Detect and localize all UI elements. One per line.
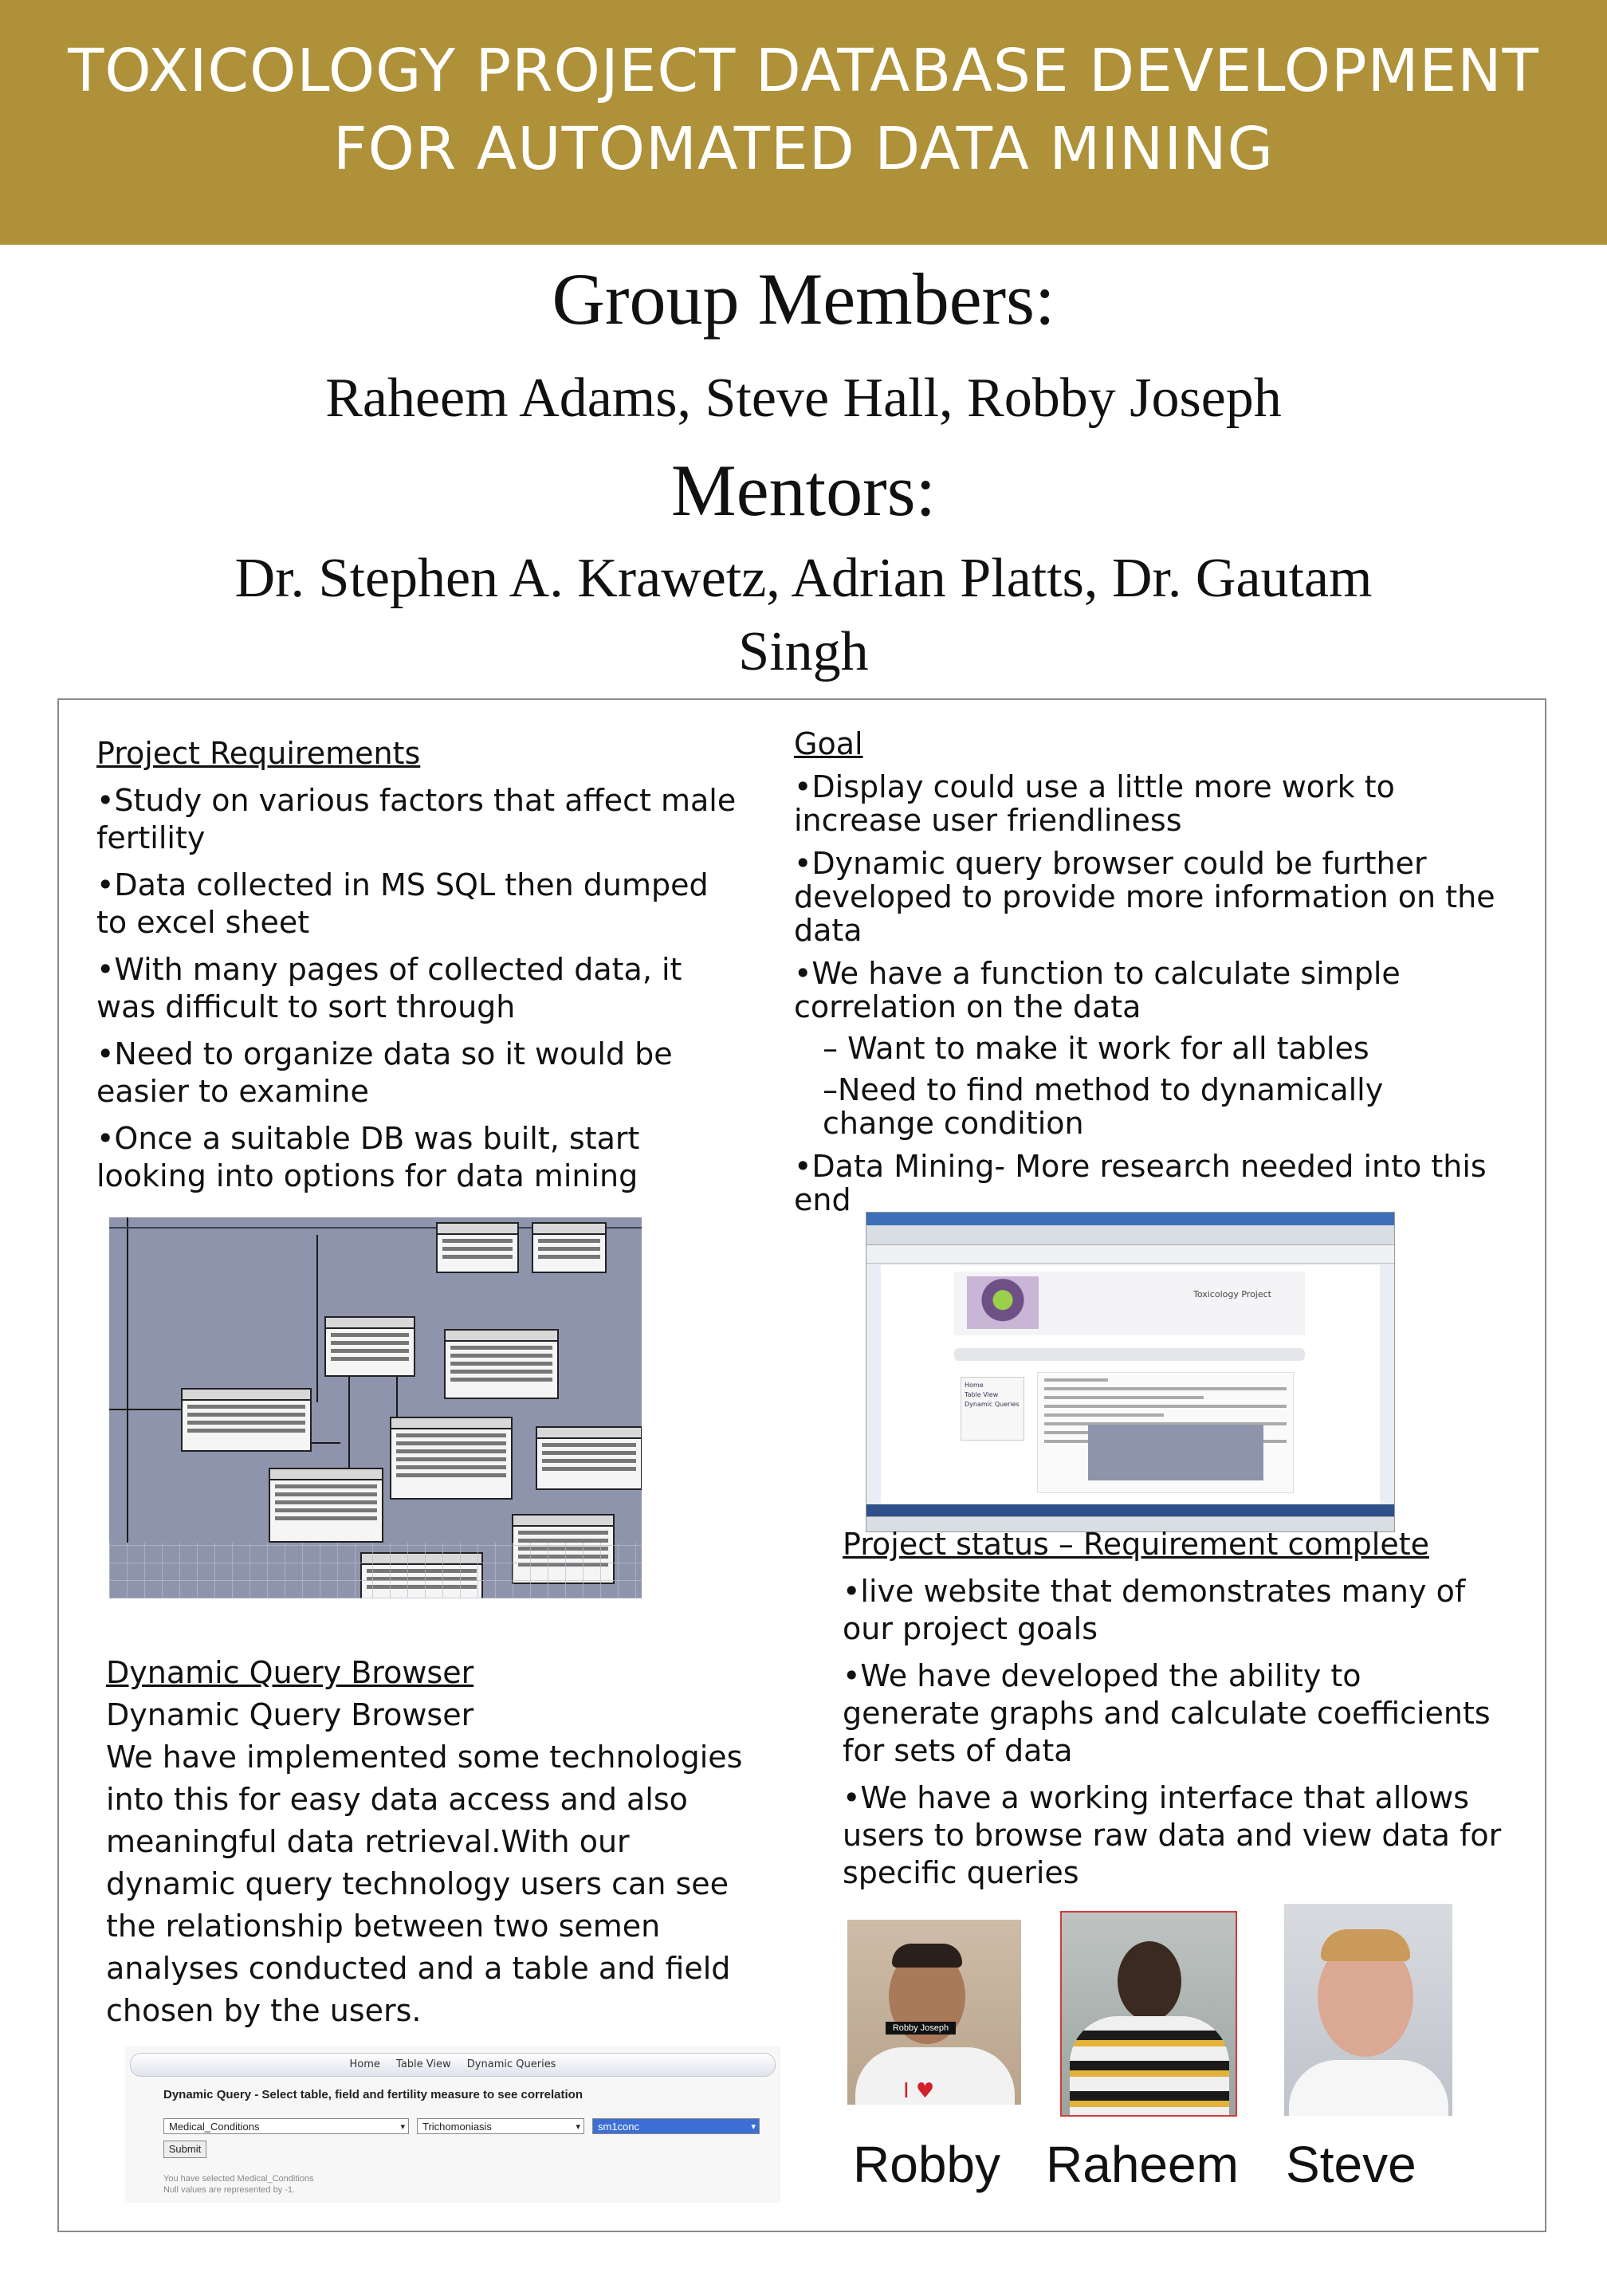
requirement-item: •Study on various factors that affect male fertility bbox=[96, 783, 737, 855]
group-members-heading: Group Members: bbox=[552, 258, 1055, 340]
dqb-title: Dynamic Query Browser bbox=[106, 1655, 474, 1690]
goal-subitem: –Need to find method to dynamically change condition bbox=[823, 1072, 1384, 1141]
dqb-subtitle: Dynamic Query Browser bbox=[106, 1697, 474, 1732]
requirement-item: •With many pages of collected data, it was difficult to sort through bbox=[96, 952, 682, 1024]
caption-robby: Robby bbox=[853, 2136, 1000, 2193]
side-menu-item: Table View bbox=[965, 1391, 999, 1398]
status-item: •We have developed the ability to generate graphs and calculate coefficients for sets of data bbox=[843, 1658, 1491, 1768]
dq-measure-select: sm1conc ▾ bbox=[592, 2118, 760, 2134]
mentors-heading: Mentors: bbox=[670, 450, 937, 531]
dq-navbar bbox=[130, 2053, 776, 2077]
goal-item: •Data Mining- More research needed into this end bbox=[794, 1149, 1487, 1217]
side-menu-item: Home bbox=[965, 1382, 984, 1389]
dq-submit-button: Submit bbox=[163, 2141, 206, 2158]
photo-robby bbox=[847, 1920, 1021, 2105]
erd-table bbox=[444, 1329, 559, 1399]
erd-table bbox=[324, 1316, 415, 1377]
side-menu-item: Dynamic Queries bbox=[965, 1401, 1020, 1408]
goal-subitem: – Want to make it work for all tables bbox=[823, 1031, 1369, 1066]
requirement-item: •Data collected in MS SQL then dumped to excel sheet bbox=[96, 867, 709, 940]
goal-section bbox=[794, 727, 1503, 1217]
dqb-section bbox=[106, 1652, 760, 2032]
requirement-item: •Once a suitable DB was built, start looking into options for data mining bbox=[96, 1121, 640, 1193]
mentor-names bbox=[0, 542, 1607, 689]
group-member-names: Raheem Adams, Steve Hall, Robby Joseph bbox=[325, 368, 1282, 429]
project-logo bbox=[967, 1276, 1039, 1329]
website-side-menu bbox=[961, 1377, 1024, 1441]
erd-table bbox=[181, 1388, 312, 1452]
goal-item: •Display could use a little more work to increase user friendliness bbox=[794, 769, 1395, 838]
heart-icon: I ♥ bbox=[903, 2079, 935, 2103]
dq-table-select: Medical_Conditions ▾ bbox=[163, 2118, 409, 2134]
goal-item: •Dynamic query browser could be further developed to provide more information on the data bbox=[794, 846, 1495, 948]
requirements-section bbox=[96, 735, 742, 1195]
erd-table bbox=[390, 1417, 513, 1500]
erd-table bbox=[269, 1468, 383, 1543]
status-title: Project status – Requirement complete bbox=[843, 1527, 1429, 1562]
dq-nav-dynamic-queries: Dynamic Queries bbox=[466, 2058, 556, 2070]
dq-nav-table-view: Table View bbox=[396, 2058, 451, 2070]
requirements-title: Project Requirements bbox=[96, 736, 421, 771]
title-banner bbox=[0, 0, 1607, 245]
dq-note-null: Null values are represented by -1. bbox=[163, 2185, 296, 2195]
database-schema-diagram bbox=[109, 1217, 642, 1598]
photo-steve bbox=[1284, 1904, 1452, 2116]
dynamic-query-screenshot bbox=[125, 2046, 780, 2203]
dq-nav-home: Home bbox=[349, 2058, 380, 2070]
dqb-body: We have implemented some technologies into this for easy data access and also meaningful data retrieval.With our dynamic query technology users can see the relationship between two semen analyses conducted and a table and field chosen by the users. bbox=[106, 1740, 743, 2028]
dq-note-selected: You have selected Medical_Conditions bbox=[163, 2174, 314, 2184]
title-line-2: FOR AUTOMATED DATA MINING bbox=[333, 115, 1274, 183]
dq-field-select: Trichomoniasis ▾ bbox=[417, 2118, 584, 2134]
mentor-names-line-2: Singh bbox=[738, 621, 869, 682]
status-item: •We have a working interface that allows users to browse raw data and view data for specific queries bbox=[843, 1780, 1502, 1890]
website-header-text: Toxicology Project bbox=[1193, 1289, 1271, 1299]
goal-item: •We have a function to calculate simple correlation on the data bbox=[794, 956, 1401, 1024]
erd-table bbox=[436, 1222, 519, 1273]
erd-table bbox=[536, 1426, 642, 1490]
dq-title: Dynamic Query - Select table, field and fertility measure to see correlation bbox=[163, 2088, 583, 2101]
requirement-item: •Need to organize data so it would be easier to examine bbox=[96, 1036, 673, 1109]
caption-raheem: Raheem bbox=[1046, 2136, 1239, 2193]
title-line-1: TOXICOLOGY PROJECT DATABASE DEVELOPMENT bbox=[68, 37, 1539, 105]
goal-title: Goal bbox=[794, 726, 863, 761]
mentor-names-line-1: Dr. Stephen A. Krawetz, Adrian Platts, Dr. Gautam bbox=[234, 548, 1373, 609]
status-item: •live website that demonstrates many of our project goals bbox=[843, 1574, 1466, 1646]
caption-steve: Steve bbox=[1286, 2136, 1416, 2193]
status-section bbox=[843, 1526, 1504, 1892]
photo-raheem bbox=[1060, 1911, 1237, 2117]
photo-name-tag: Robby Joseph bbox=[886, 2022, 956, 2035]
erd-table bbox=[532, 1222, 607, 1273]
project-website-screenshot bbox=[866, 1212, 1395, 1532]
